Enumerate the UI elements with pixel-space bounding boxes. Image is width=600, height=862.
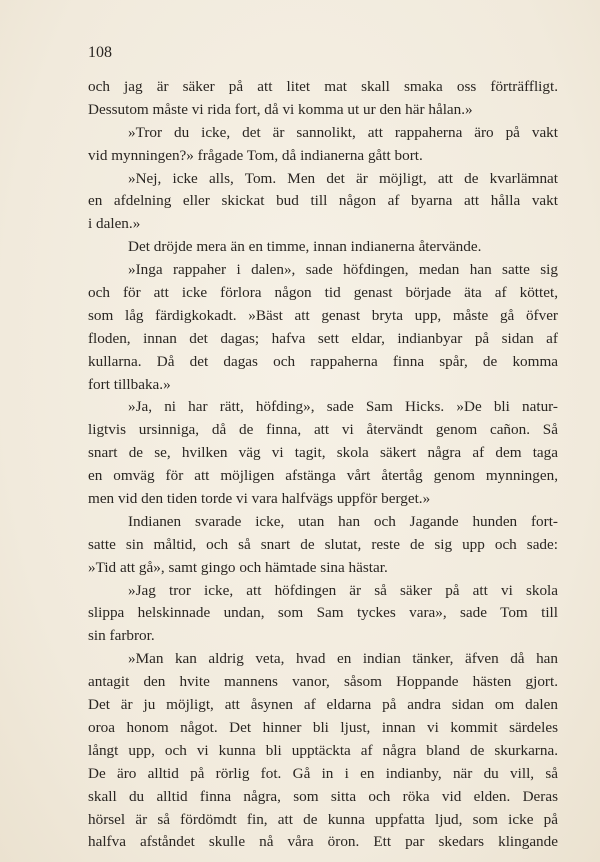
text-line: De äro alltid på rörlig fot. Gå in i en indianby, när du vill, så	[88, 764, 558, 782]
text-line: halfva afståndet skulle nå våra öron. Ett par skedars klingande	[88, 833, 558, 851]
text-line: slippa helskinnade undan, som Sam tyckes vara», sade Tom till	[88, 604, 558, 622]
text-line: fort tillbaka.»	[88, 375, 171, 393]
text-line: hörsel är så fördömdt fin, att de kunna uppfatta ljud, som icke på	[88, 810, 558, 828]
page-number: 108	[88, 44, 112, 61]
text-line: Dessutom måste vi rida fort, då vi komma ut ur den här hålan.»	[88, 100, 473, 118]
text-line: Det är ju möjligt, att åsynen af eldarna på andra sidan om dalen	[88, 696, 558, 714]
text-line: och jag är säker på att litet mat skall smaka oss förträffligt.	[88, 78, 558, 95]
text-line: »Man kan aldrig veta, hvad en indian tänker, äfven då han	[128, 650, 558, 668]
text-line: »Tror du icke, det är sannolikt, att rappaherna äro på vakt	[128, 123, 558, 141]
text-line: »Inga rappaher i dalen», sade höfdingen, medan han satte sig	[128, 261, 558, 279]
text-line: »Nej, icke alls, Tom. Men det är möjligt, att de kvarlämnat	[128, 169, 558, 187]
text-line: »Tid att gå», samt gingo och hämtade sina hästar.	[88, 558, 388, 576]
text-line: långt upp, och vi kunna bli upptäckta af några bland de skurkarna.	[88, 741, 558, 759]
text-line: satte sin måltid, och så snart de slutat, reste de sig upp och sade:	[88, 535, 558, 553]
text-line: »Ja, ni har rätt, höfding», sade Sam Hicks. »De bli natur-	[128, 398, 558, 416]
text-line: en afdelning eller skickat bud till någon af byarna att hålla vakt	[88, 192, 558, 210]
text-line: ligtvis ursinniga, då de finna, att vi återvändt genom cañon. Så	[88, 421, 558, 439]
text-line: antagit den hvite mannens vanor, såsom Hoppande hästen gjort.	[88, 673, 558, 691]
text-line: floden, innan det dagas; hafva sett eldar, indianbyar på sidan af	[88, 329, 558, 347]
text-line: snart de se, hvilken väg vi tagit, skola säkert några af dem taga	[88, 444, 558, 462]
body-text	[88, 76, 558, 854]
text-line: oroa honom något. Det hinner bli ljust, innan vi kommit särdeles	[88, 718, 558, 736]
text-line: skall du alltid finna några, som sitta och röka vid elden. Deras	[88, 787, 558, 805]
text-line: kullarna. Då det dagas och rappaherna finna spår, de komma	[88, 352, 558, 370]
text-line: sin farbror.	[88, 627, 155, 645]
text-line: Indianen svarade icke, utan han och Jagande hunden fort-	[128, 512, 558, 530]
text-line: men vid den tiden torde vi vara halfvägs uppför berget.»	[88, 490, 431, 508]
text-line: och för att icke förlora någon tid genast började äta af köttet,	[88, 284, 558, 302]
text-line: Det dröjde mera än en timme, innan indianerna återvände.	[128, 238, 482, 256]
text-line: som låg färdigkokadt. »Bäst att genast bryta upp, måste gå öfver	[88, 306, 558, 324]
text-line: »Jag tror icke, att höfdingen är så säker på att vi skola	[128, 581, 558, 599]
text-line: i dalen.»	[88, 215, 141, 233]
text-line: en omväg för att möjligen afstänga vårt återtåg genom mynningen,	[88, 467, 558, 485]
text-line: vid mynningen?» frågade Tom, då indianerna gått bort.	[88, 146, 423, 164]
